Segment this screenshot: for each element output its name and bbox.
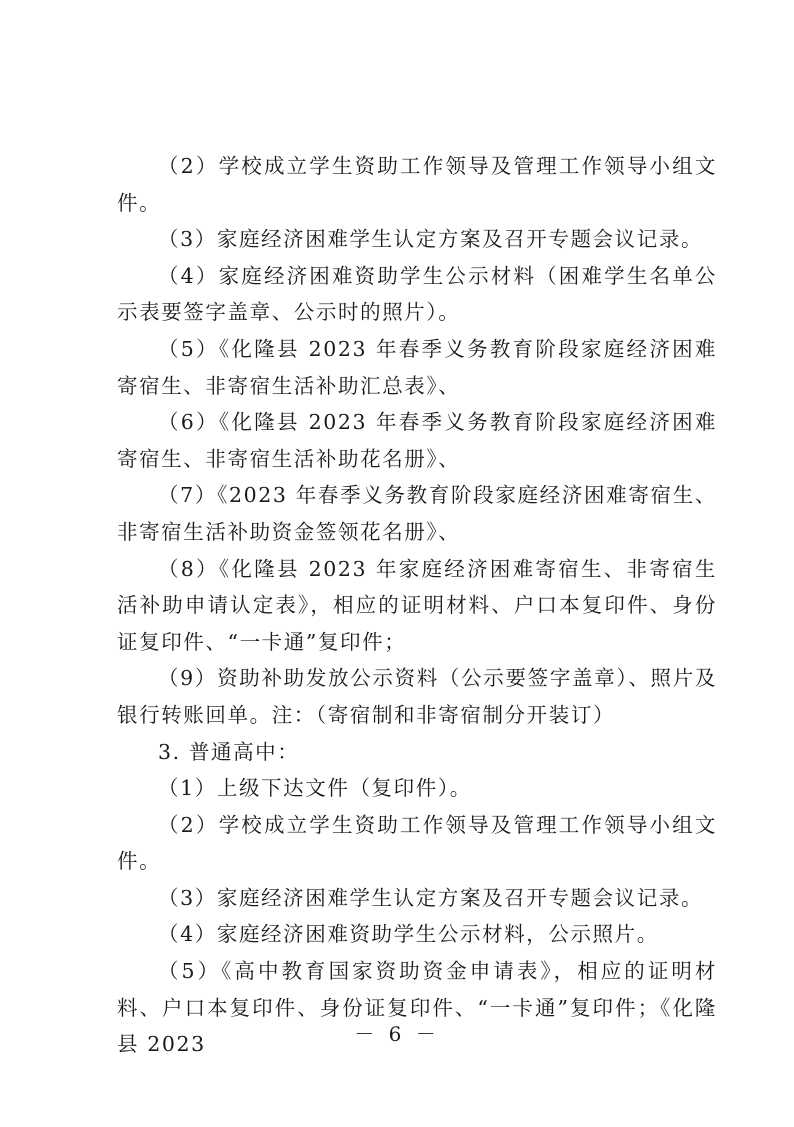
paragraph-hs-item-2: （2）学校成立学生资助工作领导及管理工作领导小组文件。 xyxy=(117,812,717,874)
page-number: － 6 － xyxy=(354,1022,440,1046)
paragraph-hs-item-1: （1）上级下达文件（复印件）。 xyxy=(158,776,472,801)
paragraph-hs-item-5: （5）《高中教育国家资助资金申请表》，相应的证明材料、户口本复印件、身份证复印件、“一卡通”复印件；《化隆县 2023 xyxy=(117,959,717,1057)
body-text xyxy=(117,148,717,1063)
paragraph-item-3: （3）家庭经济困难学生认定方案及召开专题会议记录。 xyxy=(158,227,704,252)
paragraph-item-8: （8）《化隆县 2023 年家庭经济困难寄宿生、非寄宿生活补助申请认定表》，相应的证明材料、户口本复印件、身份证复印件、“一卡通”复印件； xyxy=(117,556,717,654)
paragraph-hs-item-3: （3）家庭经济困难学生认定方案及召开专题会议记录。 xyxy=(158,885,704,910)
paragraph-item-4: （4）家庭经济困难资助学生公示材料（困难学生名单公示表要签字盖章、公示时的照片）。 xyxy=(117,263,717,325)
paragraph-hs-item-4: （4）家庭经济困难资助学生公示材料，公示照片。 xyxy=(158,922,659,947)
section-heading-high-school: 3. 普通高中： xyxy=(158,739,300,764)
paragraph-item-9: （9）资助补助发放公示资料（公示要签字盖章）、照片及银行转账回单。注：（寄宿制和非寄宿制分开装订） xyxy=(117,666,717,727)
paragraph-item-2: （2）学校成立学生资助工作领导及管理工作领导小组文件。 xyxy=(117,154,717,215)
paragraph-item-7: （7）《2023 年春季义务教育阶段家庭经济困难寄宿生、非寄宿生活补助资金签领花名册》、 xyxy=(117,483,717,544)
paragraph-item-6: （6）《化隆县 2023 年春季义务教育阶段家庭经济困难寄宿生、非寄宿生活补助花名册》、 xyxy=(117,410,717,471)
paragraph-item-5: （5）《化隆县 2023 年春季义务教育阶段家庭经济困难寄宿生、非寄宿生活补助汇总表》、 xyxy=(117,336,717,398)
